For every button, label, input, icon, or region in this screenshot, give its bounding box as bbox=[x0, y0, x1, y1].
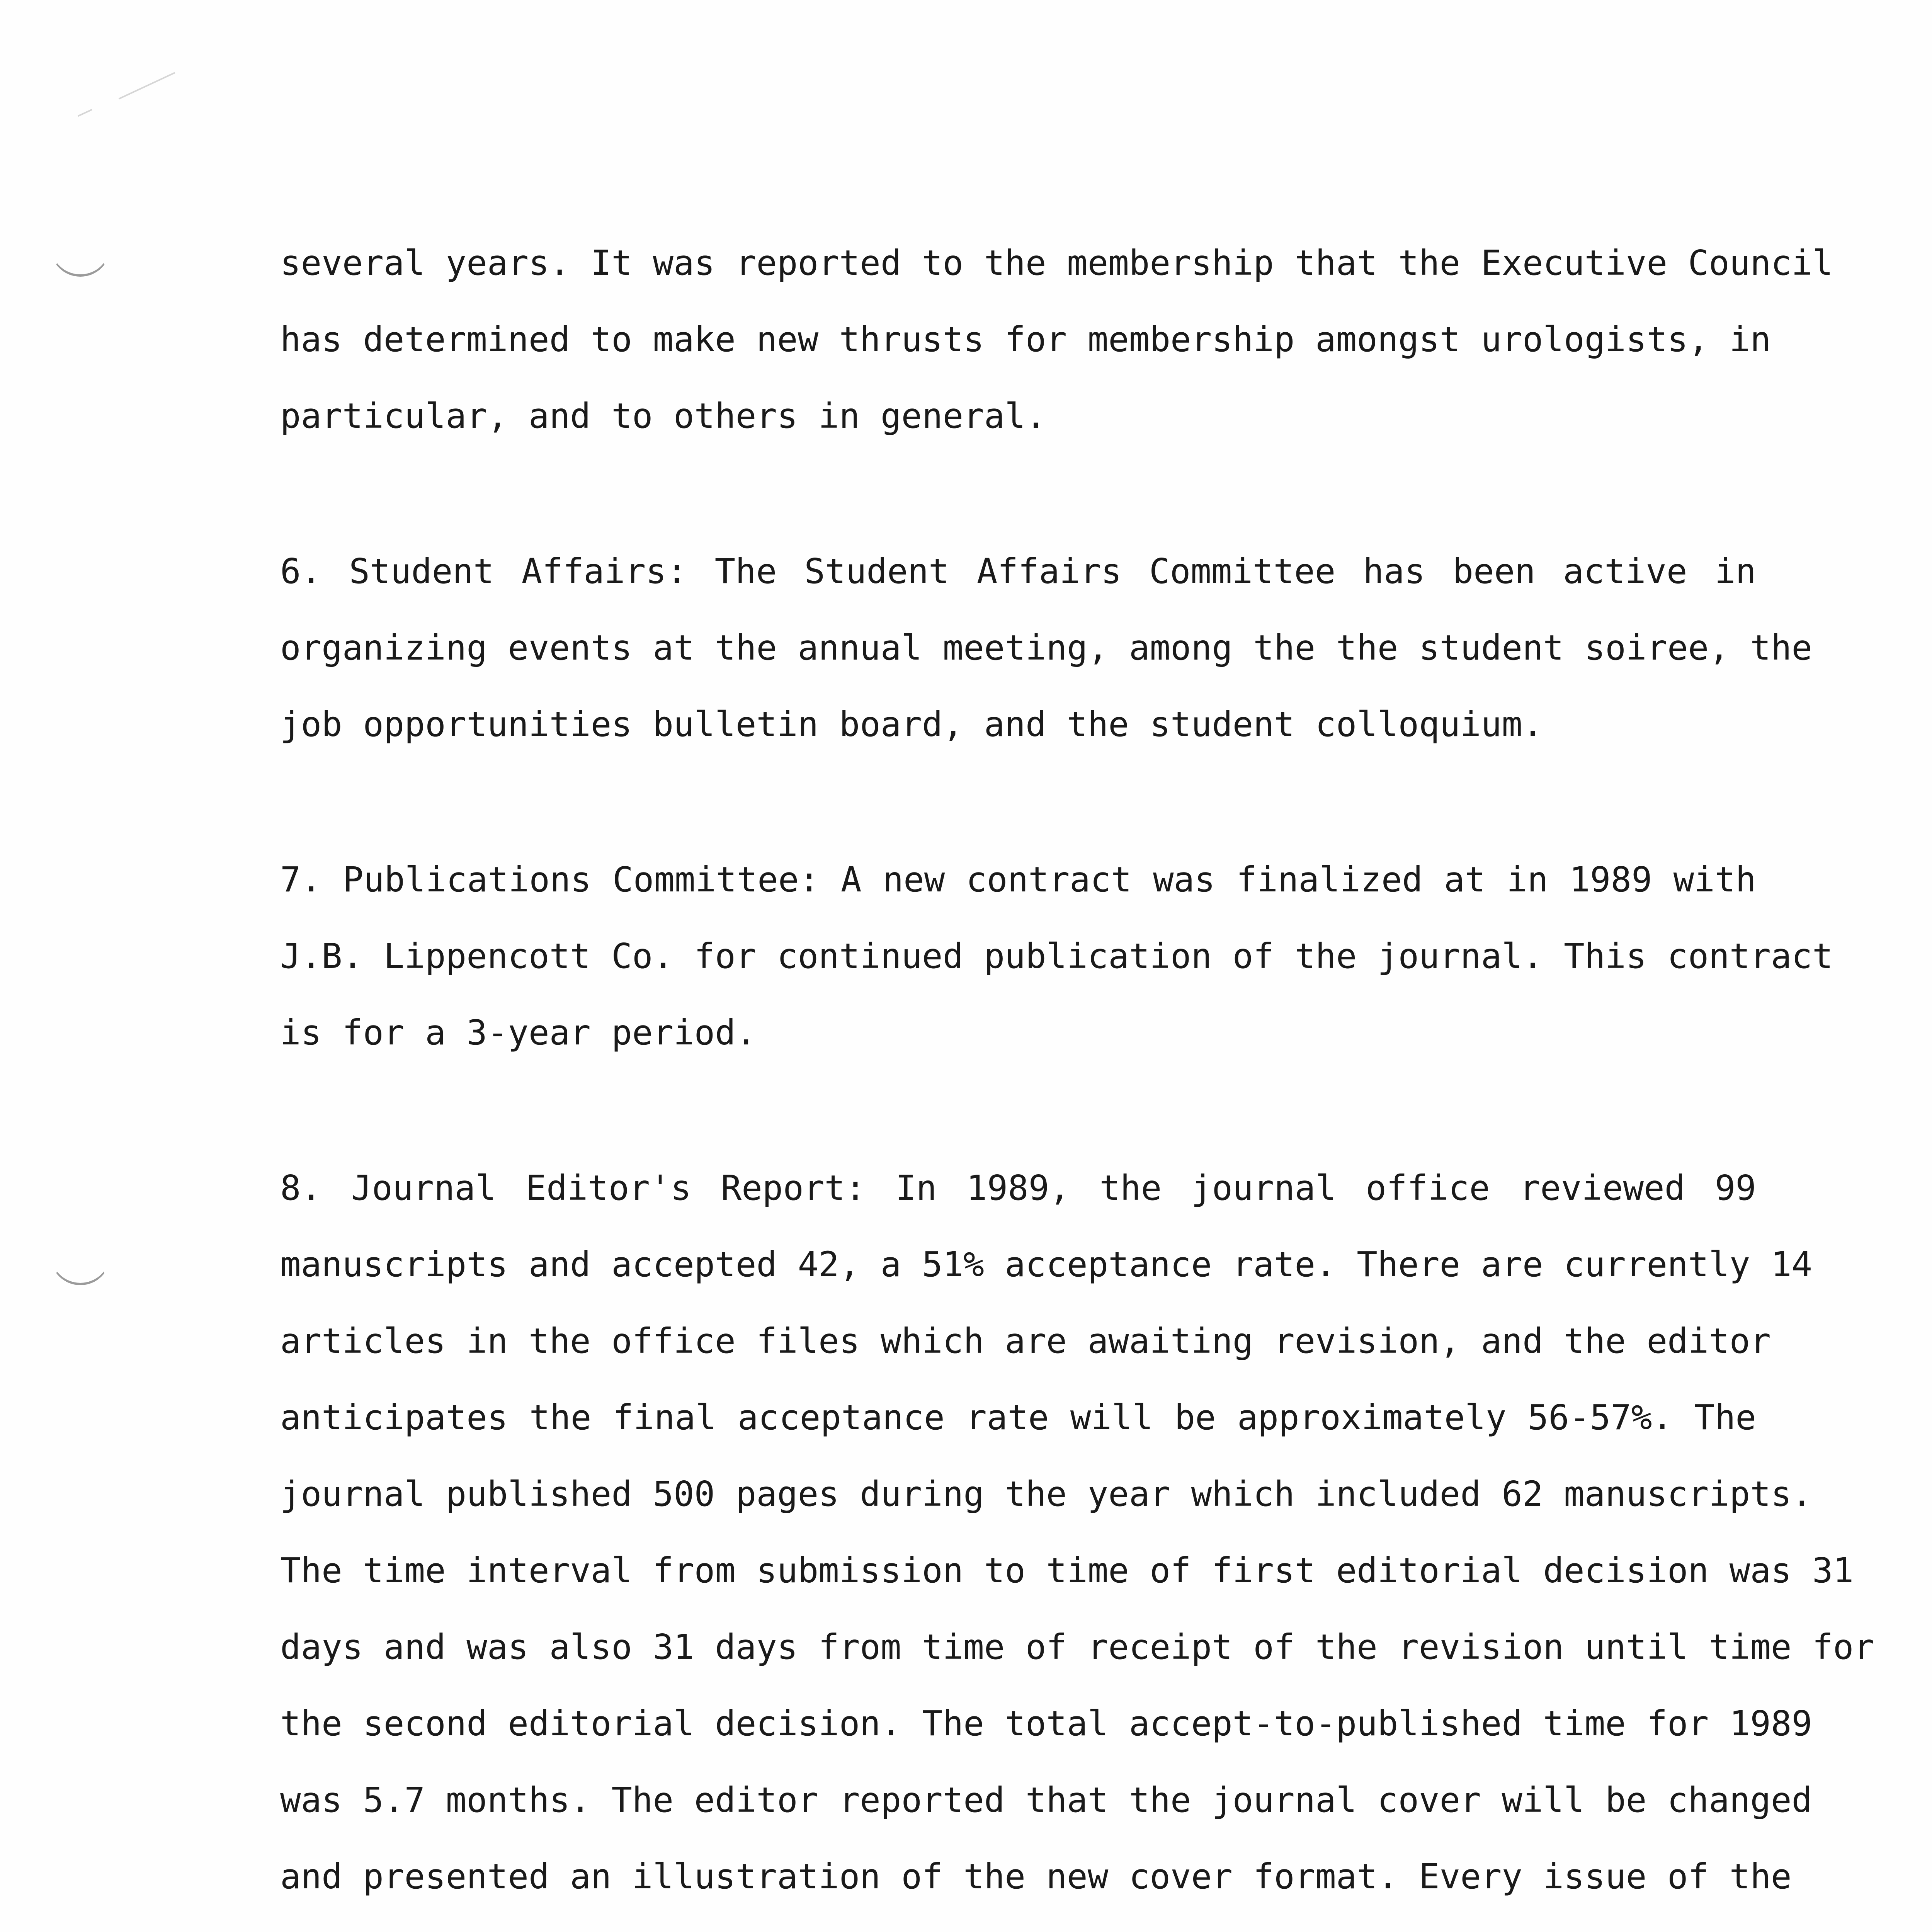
scan-smudge bbox=[78, 109, 92, 117]
text-line: is for a 3-year period. bbox=[280, 1012, 757, 1053]
text-line: The time interval from submission to time of first editorial decision was 31 bbox=[280, 1550, 1854, 1590]
text-line: manuscripts and accepted 42, a 51% acceptance rate. There are currently 14 bbox=[280, 1244, 1813, 1284]
text-line: anticipates the final acceptance rate will be approximately 56-57%. The bbox=[280, 1397, 1756, 1437]
text-line: organizing events at the annual meeting, among the the student soiree, the bbox=[280, 628, 1813, 668]
text-line bbox=[280, 1930, 1756, 1932]
text-line: was 5.7 months. The editor reported that the journal cover will be changed bbox=[280, 1780, 1813, 1820]
punch-hole-top bbox=[50, 228, 111, 277]
text-line: several years. It was reported to the membership that the Executive Council bbox=[280, 243, 1833, 283]
text-line: journal published 500 pages during the year which included 62 manuscripts. bbox=[280, 1474, 1813, 1514]
scan-smudge bbox=[119, 72, 175, 99]
punch-hole-middle bbox=[50, 1236, 111, 1285]
text-line: 8. Journal Editor's Report: In 1989, the journal office reviewed 99 bbox=[280, 1168, 1756, 1208]
text-line: particular, and to others in general. bbox=[280, 396, 1046, 436]
text-line: has determined to make new thrusts for membership amongst urologists, in bbox=[280, 319, 1771, 359]
text-line: and presented an illustration of the new cover format. Every issue of the bbox=[280, 1856, 1792, 1896]
text-line: 7. Publications Committee: A new contract was finalized at in 1989 with bbox=[280, 859, 1756, 900]
text-line: J.B. Lippencott Co. for continued publication of the journal. This contract bbox=[280, 936, 1833, 976]
text-line: articles in the office files which are awaiting revision, and the editor bbox=[280, 1321, 1771, 1361]
text-line: the second editorial decision. The total accept-to-published time for 1989 bbox=[280, 1703, 1813, 1743]
text-line: 6. Student Affairs: The Student Affairs Committee has been active in bbox=[280, 551, 1756, 591]
text-line: days and was also 31 days from time of receipt of the revision until time for bbox=[280, 1627, 1874, 1667]
text-line: job opportunities bulletin board, and the student colloquium. bbox=[280, 704, 1543, 744]
